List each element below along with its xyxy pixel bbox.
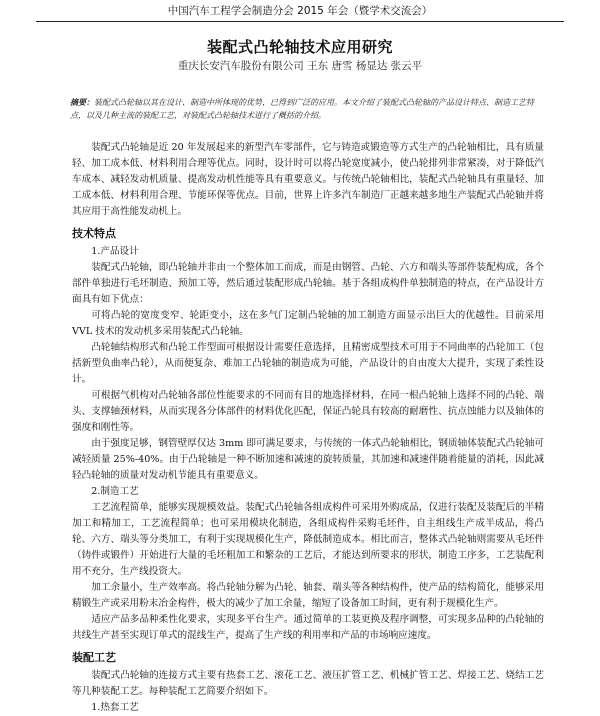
paper-title: 装配式凸轮轴技术应用研究 <box>206 38 393 56</box>
running-header: 中国汽车工程学会制造分会 2015 年会（暨学术交流会） <box>167 5 433 17</box>
author-line: 重庆长安汽车股份有限公司 王东 唐雪 杨显达 张云平 <box>177 60 423 72</box>
subsection-product-design: 1.产品设计 <box>91 246 139 257</box>
paragraph: 适应产品多品种柔性化要求，实现多平台生产。通过简单的工装更换及程序调整，可实现多品种的凸轮轴的共线生产甚至实现订单式的混线生产，提高了生产线的利用率和产品的市场响应速度。 <box>72 614 544 641</box>
section-heading-tech-features: 技术特点 <box>72 227 116 240</box>
paragraph: 由于强度足够，钢管壁厚仅达 3mm 即可满足要求，与传统的一体式凸轮轴相比，钢质轴体装配式凸轮轴可减轻质量 25%-40%。由于凸轮轴是一种不断加速和减速的旋转质量，其加速和减速伴随着能量的消耗，因此减轻凸轮轴的质量对发动机节能具有重要意义。 <box>72 438 544 481</box>
abstract-text: 装配式凸轮轴以其在设计、制造中所体现的优势，已得到广泛的应用。本文介绍了装配式凸轮轴的产品设计特点、制造工艺特点，以及几种主流的装配工艺，对装配式凸轮轴技术进行了概括的介绍。 <box>70 98 534 120</box>
intro-paragraph: 装配式凸轮轴是近 20 年发展起来的新型汽车零部件，它与铸造或锻造等方式生产的凸轮轴相比，具有质量轻、加工成本低、材料利用合理等优点。同时，设计时可以将凸轮宽度减小，使凸轮排列非常紧凑，对于降低汽车成本、减轻发动机质量、提高发动机性能等具有重要意义。与传统凸轮轴相比，装配式凸轮轴具有重量轻、加工成本低、材料利用合理、节能环保等优点。目前，世界上许多汽车制造厂正越来越多地生产装配式凸轮轴并将其应用于高性能发动机上。 <box>72 142 544 217</box>
paragraph: 装配式凸轮轴，即凸轮轴并非由一个整体加工而成，而是由钢管、凸轮、六方和端头等部件装配构成，各个部件单独进行毛坯制造、预加工等，然后通过装配形成凸轮轴。基于各组成构件单独制造的特点，在产品设计方面具有如下优点： <box>72 262 544 305</box>
paragraph: 可根据气机构对凸轮轴各部位性能要求的不同而有目的地选择材料，在同一根凸轮轴上选择不同的凸轮、端头、支撑轴颈材料，从而实现各分体部件的材料优化匹配，保证凸轮具有较高的耐磨性、抗点蚀能力以及轴体的强度和刚性等。 <box>72 390 544 433</box>
subsection-manufacturing: 2.制造工艺 <box>91 486 139 497</box>
paragraph: 加工余量小，生产效率高。将凸轮轴分解为凸轮、轴套、端头等各种结构件，使产品的结构简化，能够采用精锻生产或采用粉末冶金构件，极大的减少了加工余量，缩短了设备加工时间，更有利于规模化生产。 <box>72 582 544 609</box>
paragraph: 可将凸轮的宽度变窄、轮距变小，这在多气门定制凸轮轴的加工制造方面显示出巨大的优越性。目前采用 VVL 技术的发动机多采用装配式凸轮轴。 <box>72 310 544 337</box>
header-rule <box>36 21 564 22</box>
abstract <box>70 96 540 122</box>
body-content <box>72 140 544 716</box>
abstract-label: 摘要： <box>70 97 94 107</box>
paragraph: 装配式凸轮轴的连接方式主要有热套工艺、滚花工艺、液压扩管工艺、机械扩管工艺、焊接工艺、烧结工艺等几种装配工艺。每种装配工艺简要介绍如下。 <box>72 670 544 697</box>
paragraph: 工艺流程简单，能够实现规模效益。装配式凸轮轴各组成构件可采用外购成品，仅进行装配及装配后的半精加工和精加工，工艺流程简单；也可采用模块化制造，各组成构件采购毛坯件，自主组线生产成半成品，将凸轮、六方、端头等分类加工，有利于实现规模化生产，降低制造成本。相比而言，整体式凸轮轴则需要从毛坯件（铸件或锻件）开始进行大量的毛坯粗加工和繁杂的工艺后，才能达到所要求的形状，制造工序多，工艺装配利用不充分，生产线投资大。 <box>72 502 544 577</box>
section-heading-assembly: 装配工艺 <box>72 651 116 664</box>
subsection-shrink-fit: 1.热套工艺 <box>91 702 139 713</box>
paragraph: 凸轮轴结构形式和凸轮工作型面可根据设计需要任意选择，且精密成型技术可用于不同曲率的凸轮加工（包括新型负曲率凸轮），从而便复杂、难加工凸轮轴的制造成为可能，产品设计的自由度大大提升，实现了柔性设计。 <box>72 342 544 385</box>
